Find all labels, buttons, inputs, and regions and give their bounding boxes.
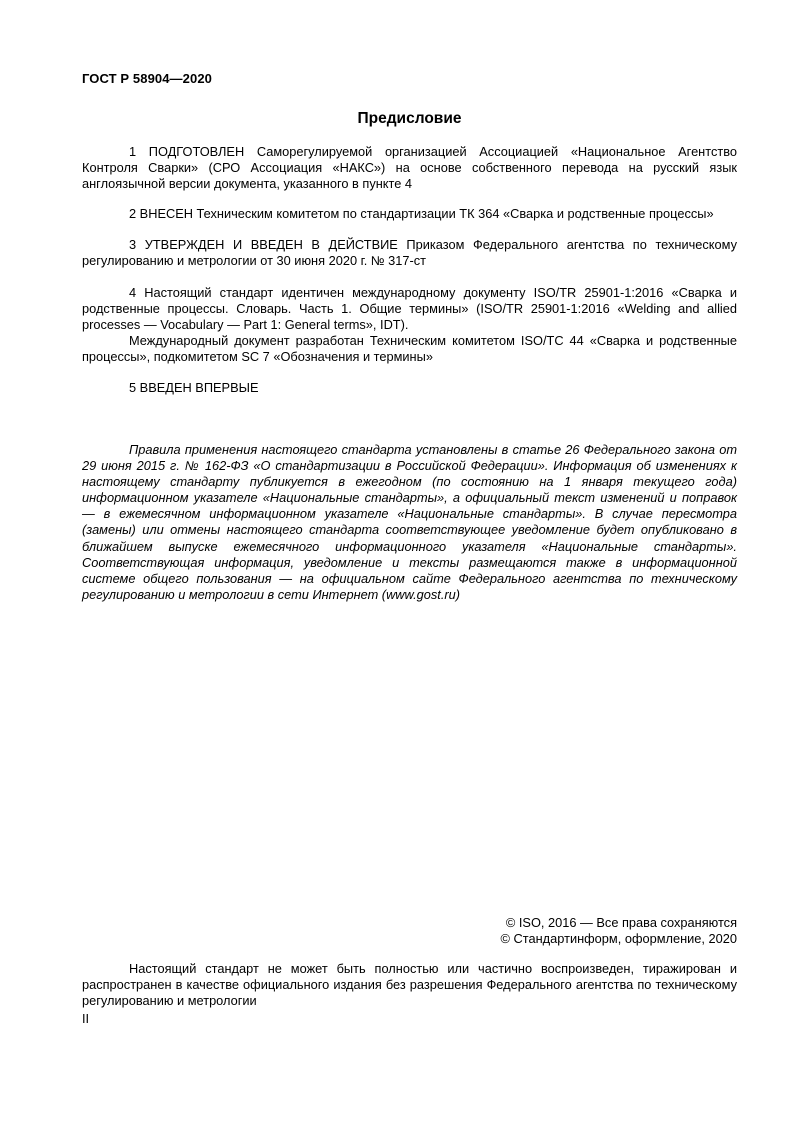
preface-title: Предисловие <box>357 110 462 127</box>
preface-item-3 <box>82 237 737 269</box>
preface-item-5-text: 5 ВВЕДЕН ВПЕРВЫЕ <box>129 380 259 395</box>
preface-item-1 <box>82 144 737 192</box>
page-number: II <box>82 1011 90 1026</box>
application-rules-notice: Правила применения настоящего стандарта установлены в статье 26 Федерального закона от 29 июня 2015 г. № 162-ФЗ «О стандартизации в Российской Федерации». Информация об изменениях к настоящему стандарту публикуется в ежегодном (по состоянию на 1 января текущего года) информационном указателе «Национальные стандарты», а официальный текст изменений и поправок — в ежемесячном информационном указателе «Национальные стандарты». В случае пересмотра (замены) или отмены настоящего стандарта соответствующее уведомление будет опубликовано в ближайшем выпуске ежемесячного информационного указателя «Национальные стандарты». Соответствующая информация, уведомление и тексты размещаются также в информационной системе общего пользования — на официальном сайте Федерального агентства по техническому регулированию и метрологии в сети Интернет (www.gost.ru) <box>82 442 737 602</box>
copyright-iso: © ISO, 2016 — Все права сохраняются <box>505 915 737 930</box>
document-code: ГОСТ Р 58904—2020 <box>82 71 212 86</box>
copyright-standartinform: © Стандартинформ, оформление, 2020 <box>500 931 737 946</box>
copyright-block <box>501 915 737 947</box>
preface-item-4-text: 4 Настоящий стандарт идентичен международному документу ISO/TR 25901-1:2016 «Сварка и родственные процессы. Словарь. Часть 1. Общие термины» (ISO/TR 25901-1:2016 «Welding and allied processes — Vocabulary — Part 1: General terms», IDT). <box>82 285 737 332</box>
preface-item-1-text: 1 ПОДГОТОВЛЕН Саморегулируемой организацией Ассоциацией «Национальное Агентство Контроля Сварки» (СРО Ассоциация «НАКС») на основе собственного перевода на русский язык англоязычной версии документа, указанного в пункте 4 <box>82 144 737 191</box>
preface-item-2 <box>82 206 737 222</box>
preface-item-4 <box>82 285 737 365</box>
reproduction-notice: Настоящий стандарт не может быть полностью или частично воспроизведен, тиражирован и распространен в качестве официального издания без разрешения Федерального агентства по техническому регулированию и метрологии <box>82 961 737 1008</box>
preface-item-5 <box>82 380 737 396</box>
preface-item-4-note: Международный документ разработан Техническим комитетом ISO/TC 44 «Сварка и родственные процессы», подкомитетом SC 7 «Обозначения и термины» <box>82 333 737 364</box>
preface-item-2-text: 2 ВНЕСЕН Техническим комитетом по стандартизации ТК 364 «Сварка и родственные процессы» <box>129 206 714 221</box>
preface-item-3-text: 3 УТВЕРЖДЕН И ВВЕДЕН В ДЕЙСТВИЕ Приказом Федерального агентства по техническому регулированию и метрологии от 30 июня 2020 г. № 317-ст <box>82 237 737 268</box>
